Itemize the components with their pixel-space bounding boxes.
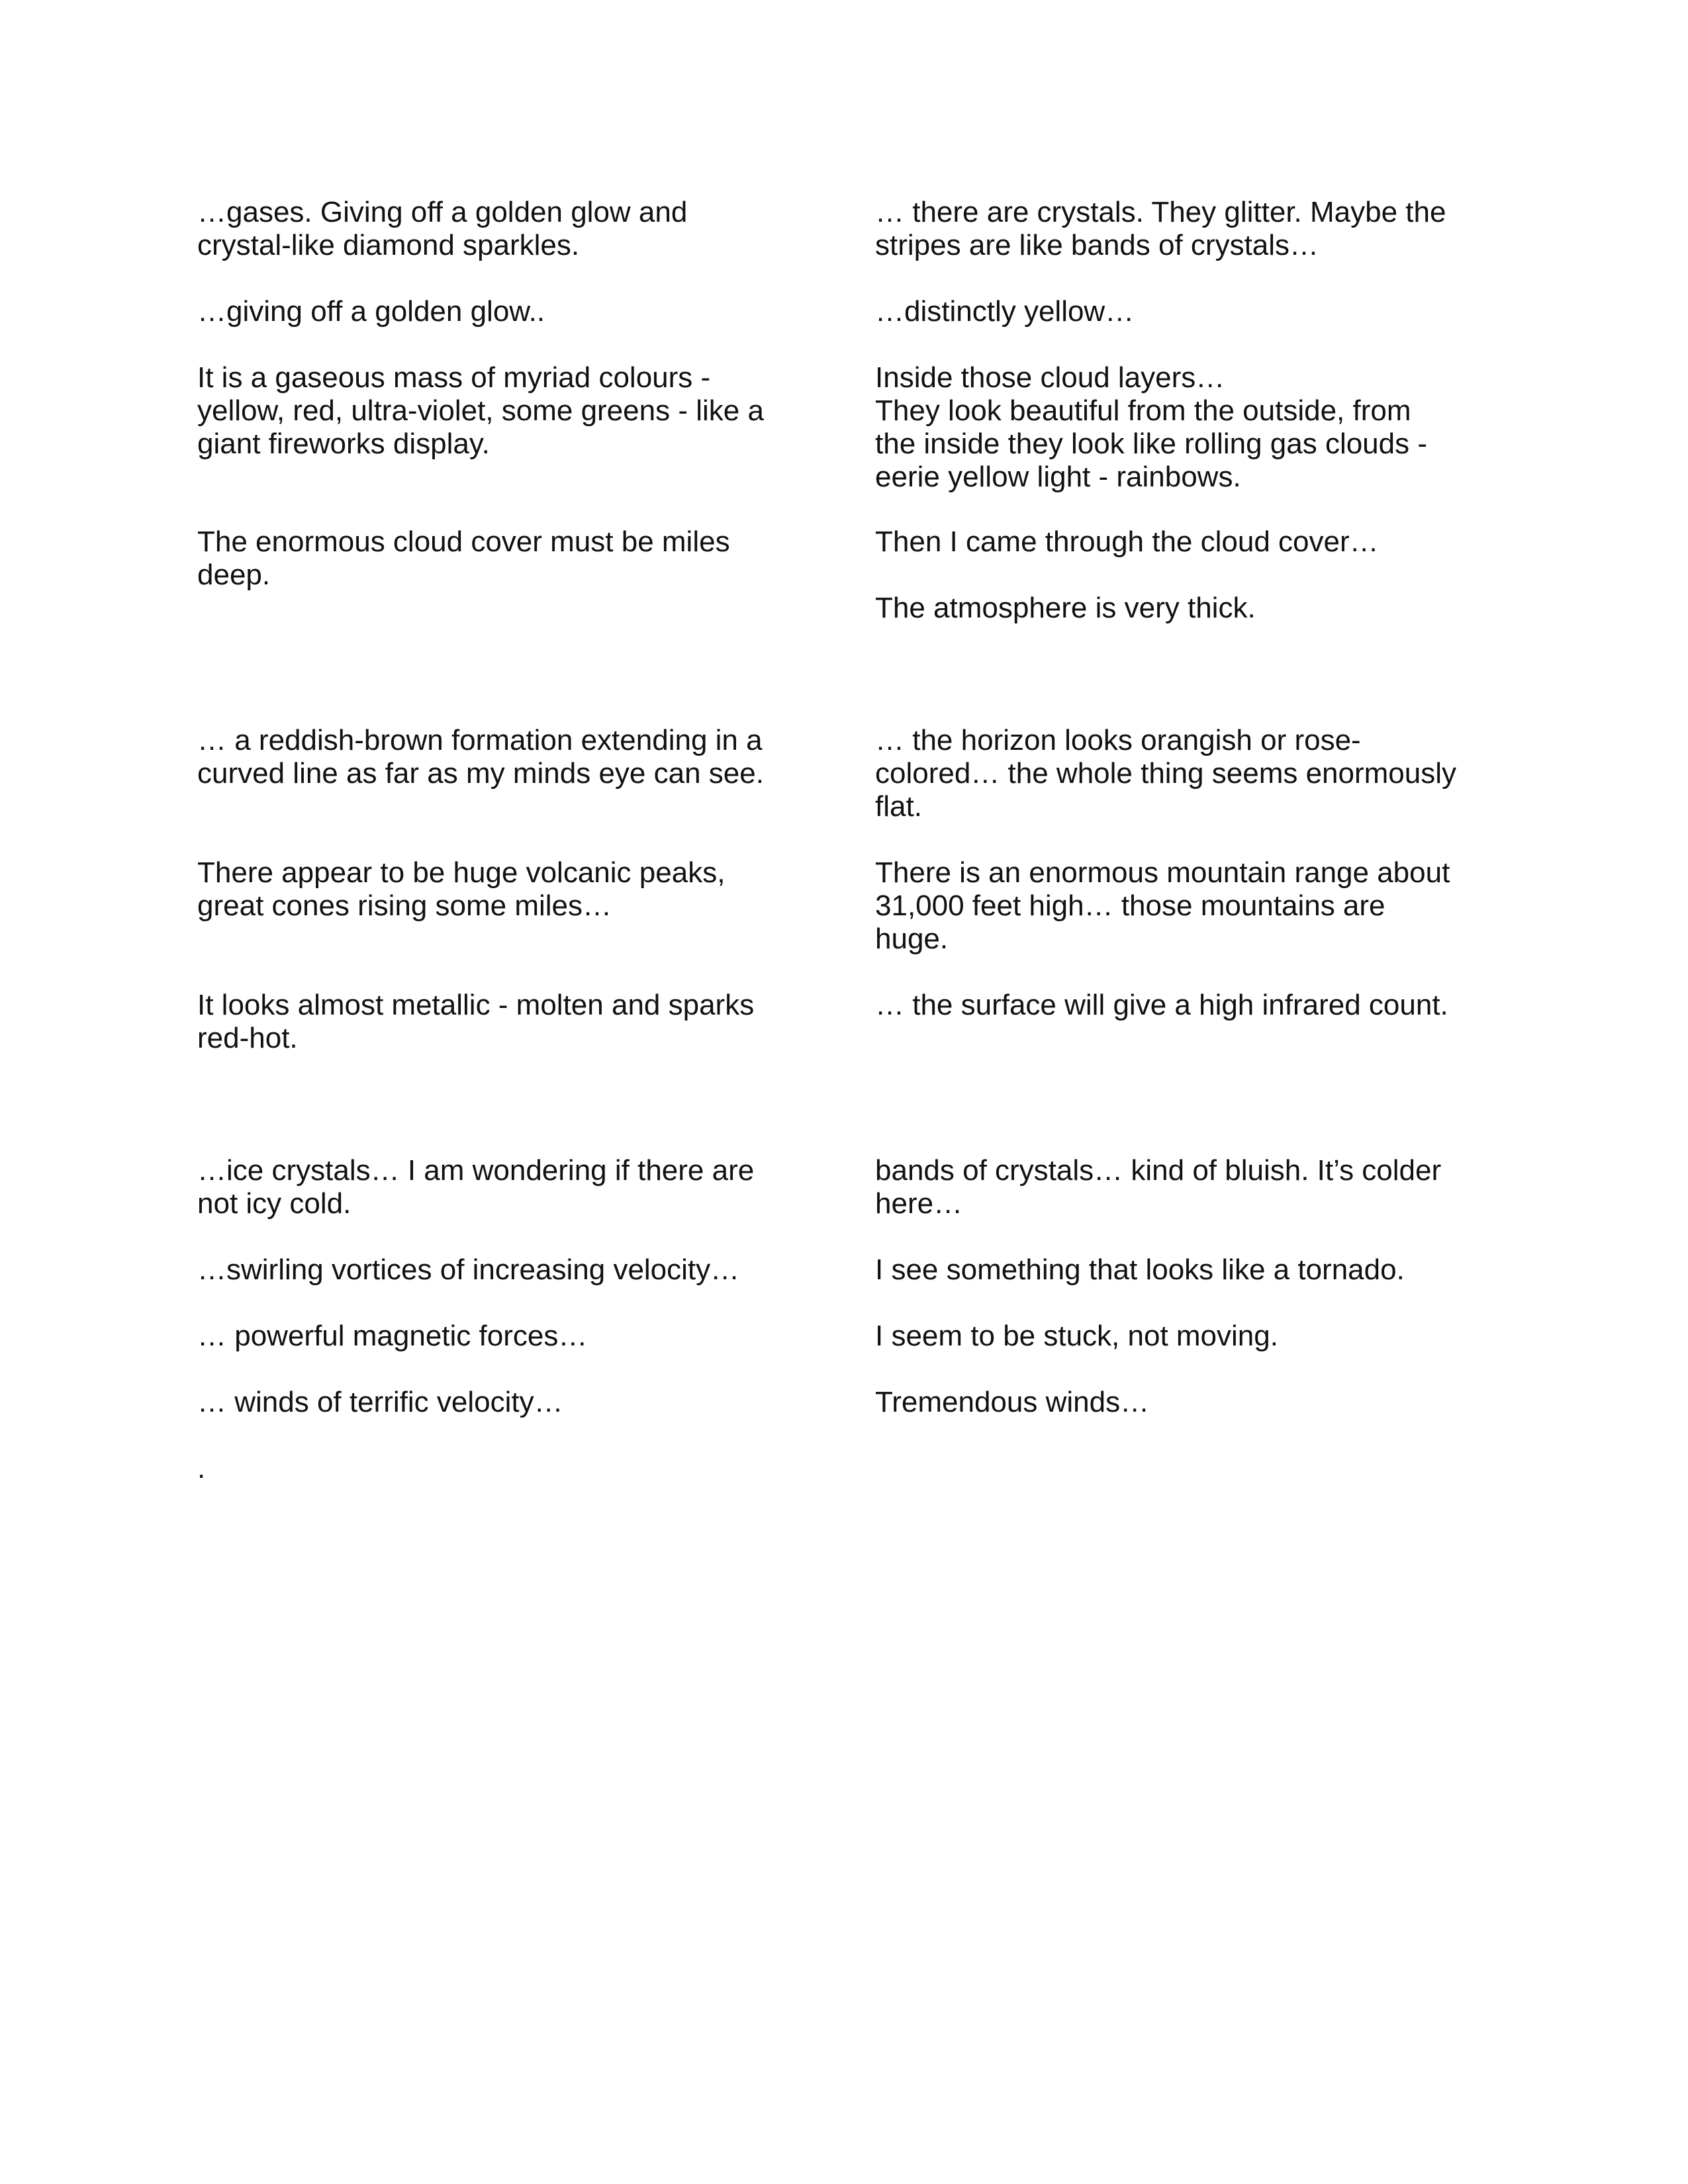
right-paragraph: There is an enormous mountain range about 31,000 feet high… those mountains are huge.	[875, 856, 1450, 955]
right-paragraph: Tremendous winds…	[875, 1386, 1150, 1418]
left-paragraph: …ice crystals… I am wondering if there are not icy cold.	[197, 1154, 755, 1220]
left-paragraph: The enormous cloud cover must be miles deep.	[197, 525, 730, 591]
left-paragraph: There appear to be huge volcanic peaks, great cones rising some miles…	[197, 856, 726, 922]
right-paragraph: Then I came through the cloud cover…	[875, 525, 1379, 558]
right-paragraph: I see something that looks like a tornado.	[875, 1253, 1405, 1286]
left-paragraph: …swirling vortices of increasing velocity…	[197, 1253, 740, 1286]
left-paragraph: .	[197, 1452, 206, 1484]
left-paragraph: … powerful magnetic forces…	[197, 1320, 588, 1352]
right-paragraph: Inside those cloud layers… They look beautiful from the outside, from the inside they look like rolling gas clouds - eerie yellow light - rainbows.	[875, 361, 1428, 493]
right-paragraph: I seem to be stuck, not moving.	[875, 1320, 1278, 1352]
right-paragraph: … the horizon looks orangish or rose- colored… the whole thing seems enormously flat.	[875, 724, 1457, 823]
left-paragraph: …giving off a golden glow..	[197, 295, 545, 328]
right-paragraph: The atmosphere is very thick.	[875, 592, 1256, 624]
right-paragraph: … the surface will give a high infrared count.	[875, 989, 1448, 1021]
left-paragraph: …gases. Giving off a golden glow and crystal-like diamond sparkles.	[197, 196, 688, 261]
right-paragraph: …distinctly yellow…	[875, 295, 1135, 328]
right-paragraph: … there are crystals. They glitter. Maybe the stripes are like bands of crystals…	[875, 196, 1446, 261]
left-paragraph: … winds of terrific velocity…	[197, 1386, 563, 1418]
left-paragraph: … a reddish-brown formation extending in a curved line as far as my minds eye can see.	[197, 724, 764, 790]
left-paragraph: It looks almost metallic - molten and sparks red-hot.	[197, 989, 755, 1054]
left-paragraph: It is a gaseous mass of myriad colours - yellow, red, ultra-violet, some greens - like a giant fireworks display.	[197, 361, 764, 460]
right-paragraph: bands of crystals… kind of bluish. It’s colder here…	[875, 1154, 1442, 1220]
